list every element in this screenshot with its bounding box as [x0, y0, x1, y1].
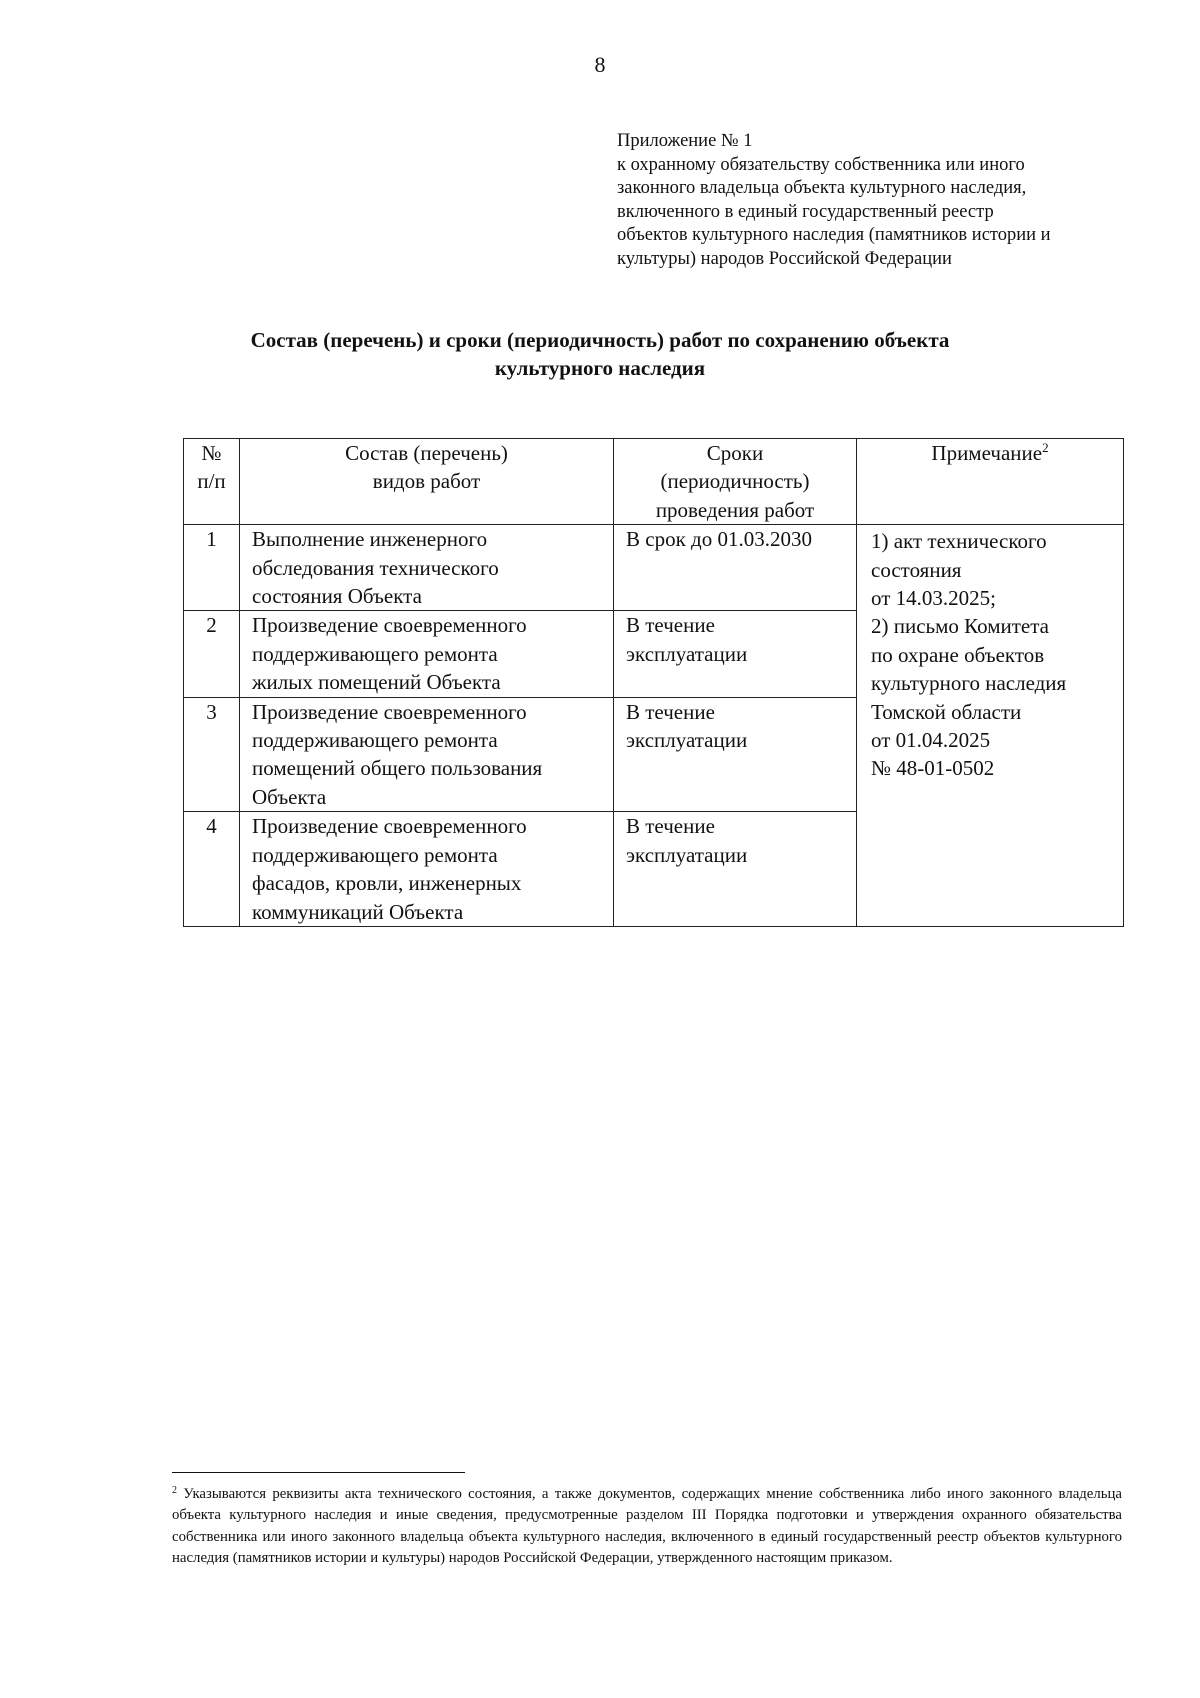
header-works: Состав (перечень) видов работ: [240, 439, 614, 525]
row-terms: В течение эксплуатации: [614, 697, 857, 812]
table-header-row: [184, 439, 1124, 525]
document-title-line: культурного наследия: [494, 356, 706, 380]
page-number: 8: [594, 52, 606, 77]
row-number: 1: [184, 525, 240, 611]
header-terms: Сроки (периодичность) проведения работ: [614, 439, 857, 525]
row-works: Произведение своевременного поддерживающего ремонта фасадов, кровли, инженерных коммуникаций Объекта: [240, 812, 614, 927]
row-number: 4: [184, 812, 240, 927]
appendix-line: включенного в единый государственный реестр: [617, 201, 994, 222]
row-number: 3: [184, 697, 240, 812]
row-works: Произведение своевременного поддерживающего ремонта жилых помещений Объекта: [240, 611, 614, 697]
header-note: [857, 439, 1124, 525]
row-terms: В течение эксплуатации: [614, 812, 857, 927]
appendix-line: культуры) народов Российской Федерации: [617, 248, 952, 269]
document-title: [0, 326, 1200, 382]
appendix-block: [617, 130, 1117, 272]
appendix-line: к охранному обязательству собственника или иного: [617, 154, 1025, 175]
appendix-line: законного владельца объекта культурного наследия,: [617, 178, 1027, 199]
row-works: Произведение своевременного поддерживающего ремонта помещений общего пользования Объекта: [240, 697, 614, 812]
footnote: [172, 1484, 1122, 1569]
row-number: 2: [184, 611, 240, 697]
footnote-text: Указываются реквизиты акта технического состояния, а также документов, содержащих мнение собственника либо иного законного владельца объекта культурного наследия и иные сведения, предусмотренные разделом III Порядка подготовки и утверждения охранного обязательства собственника или иного законного владельца объекта культурного наследия, включенного в единый государственный реестр объектов культурного наследия (памятников истории и культуры) народов Российской Федерации, утвержденного настоящим приказом.: [172, 1486, 1122, 1566]
header-num: № п/п: [184, 439, 240, 525]
footnote-separator: [172, 1472, 465, 1473]
row-works: Выполнение инженерного обследования технического состояния Объекта: [240, 525, 614, 611]
appendix-line: объектов культурного наследия (памятников истории и: [617, 225, 1051, 246]
document-title-line: Состав (перечень) и сроки (периодичность) работ по сохранению объекта: [250, 328, 950, 352]
row-terms: В течение эксплуатации: [614, 611, 857, 697]
table-row: [184, 525, 1124, 611]
row-terms: В срок до 01.03.2030: [614, 525, 857, 611]
header-note-label: Примечание: [931, 441, 1043, 465]
works-table: [183, 438, 1124, 927]
footnote-reference: 2: [1042, 440, 1049, 455]
row-note: 1) акт технического состояния от 14.03.2025; 2) письмо Комитета по охране объектов культурного наследия Томской области от 01.04.2025 № 48-01-0502: [857, 525, 1124, 927]
appendix-line: Приложение № 1: [617, 131, 753, 151]
footnote-marker: 2: [172, 1485, 177, 1496]
